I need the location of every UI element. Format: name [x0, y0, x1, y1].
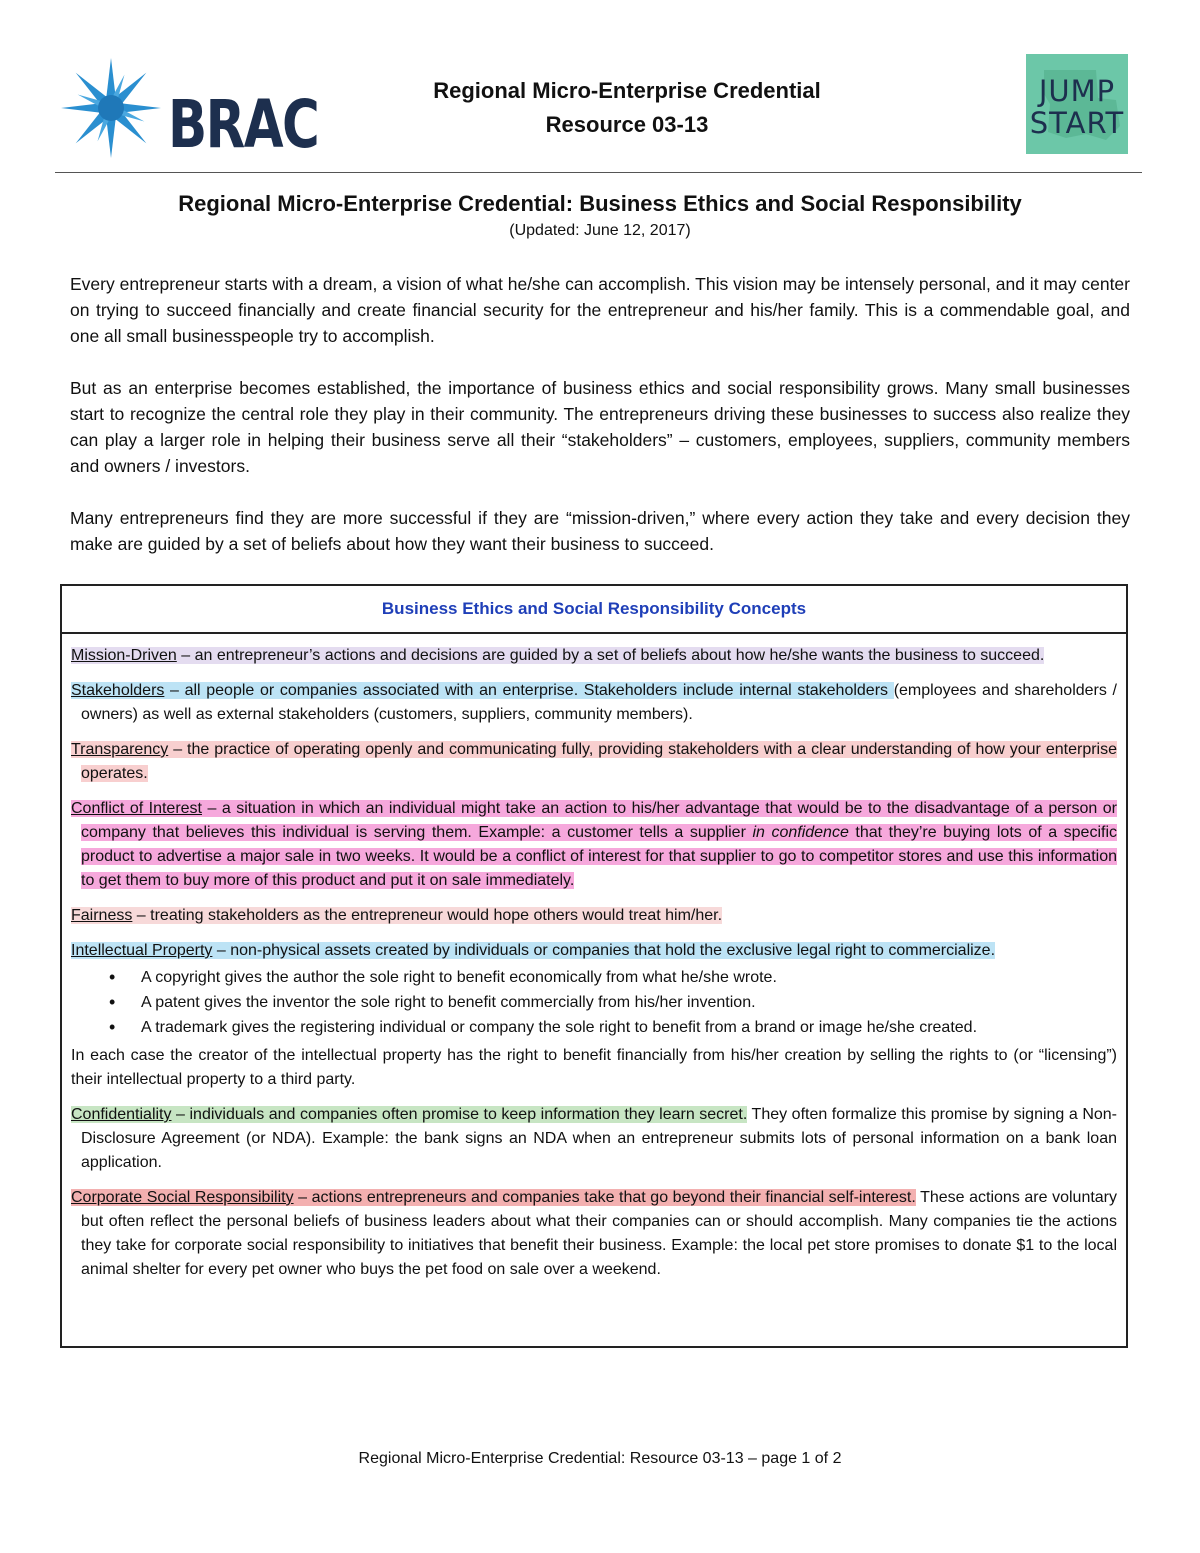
- concept-transparency: [71, 738, 1117, 786]
- concept-mission-driven: [71, 644, 1117, 668]
- concept-detail: (employees and shareholders / owners) as well as external stakeholders (customers, suppliers, community members).: [81, 682, 1117, 723]
- header-divider: [55, 172, 1142, 173]
- concept-definition: – treating stakeholders as the entrepreneur would hope others would treat him/her.: [132, 907, 723, 924]
- header-title-line1: Regional Micro-Enterprise Credential: [433, 78, 821, 103]
- concept-term: Intellectual Property: [71, 942, 213, 959]
- jumpstart-logo: [1026, 54, 1128, 154]
- highlight: [71, 647, 1044, 664]
- list-item: • A trademark gives the registering individual or company the sole right to benefit from a brand or image he/she created.: [71, 1015, 1117, 1040]
- concept-term: Mission-Driven: [71, 647, 177, 664]
- highlight: [71, 1189, 916, 1206]
- concept-emphasis: in confidence: [752, 824, 849, 841]
- concepts-body: [62, 634, 1126, 1282]
- concept-term: Confidentiality: [71, 1106, 172, 1123]
- concept-term: Conflict of Interest: [71, 800, 202, 817]
- concept-term: Transparency: [71, 741, 169, 758]
- concept-definition: – a situation in which an individual might take an action to his/her advantage that would be to the disadvantage of a person or company that believes this individual is serving them. Example: a customer tells a supplier: [81, 800, 1117, 841]
- concepts-box: [60, 584, 1128, 1348]
- highlight: [71, 1106, 747, 1123]
- concepts-header: Business Ethics and Social Responsibility Concepts: [62, 586, 1126, 634]
- concept-definition: – non-physical assets created by individuals or companies that hold the exclusive legal right to commercialize.: [212, 942, 996, 959]
- highlight: [71, 800, 1117, 889]
- concept-term: Corporate Social Responsibility: [71, 1189, 294, 1206]
- highlight: [71, 741, 1117, 782]
- concept-definition: – individuals and companies often promise to keep information they learn secret.: [171, 1106, 748, 1123]
- concept-detail: These actions are voluntary but often reflect the personal beliefs of business leaders about what their companies can or should accomplish. Many companies tie the actions they take for corporate social responsibility to initiatives that benefit their business. Example: the local pet store promises to donate $1 to the local animal shelter for every pet owner who buys the pet food on sale over a weekend.: [81, 1189, 1118, 1278]
- concept-fairness: [71, 904, 1117, 928]
- highlight: [71, 907, 722, 924]
- concept-stakeholders: [71, 679, 1117, 727]
- intro-paragraph: Every entrepreneur starts with a dream, a vision of what he/she can accomplish. This vision may be intensely personal, and it may center on trying to succeed financially and create financial security for the entrepreneur and his/her family. This is a commendable goal, and one all small businesspeople try to accomplish.: [70, 274, 1130, 346]
- concept-conflict-of-interest: [71, 797, 1117, 893]
- header-title-line2: Resource 03-13: [545, 112, 709, 137]
- intro-text: [70, 271, 1130, 583]
- intro-paragraph: But as an enterprise becomes established, the importance of business ethics and social responsibility grows. Many small businesses start to recognize the central role they play in their community. The entrepreneurs driving these businesses to success also realize they can play a larger role in helping their business serve all their “stakeholders” – customers, employees, suppliers, community members and owners / investors.: [70, 378, 1130, 476]
- document-title: Regional Micro-Enterprise Credential: Business Ethics and Social Responsibility: [178, 191, 1022, 216]
- list-item: • A patent gives the inventor the sole right to benefit commercially from his/her invention.: [71, 990, 1117, 1015]
- concept-definition: – all people or companies associated with an enterprise. Stakeholders include internal stakeholders: [164, 682, 894, 699]
- concept-intellectual-property: [71, 939, 1117, 963]
- updated-date: (Updated: June 12, 2017): [509, 222, 691, 239]
- page-footer: Regional Micro-Enterprise Credential: Resource 03-13 – page 1 of 2: [358, 1450, 842, 1467]
- intro-paragraph: Many entrepreneurs find they are more successful if they are “mission-driven,” where every action they take and every decision they make are guided by a set of beliefs about how they want their business to succeed.: [70, 508, 1130, 554]
- concept-term: Stakeholders: [71, 682, 165, 699]
- ip-bullet-list: [71, 965, 1117, 1040]
- concept-confidentiality: [71, 1103, 1117, 1175]
- jumpstart-line1: JUMP: [1038, 74, 1116, 108]
- concept-definition: – the practice of operating openly and communicating fully, providing stakeholders with a clear understanding of how your enterprise operates.: [81, 741, 1117, 782]
- concept-definition: – actions entrepreneurs and companies take that go beyond their financial self-interest.: [293, 1189, 916, 1206]
- jumpstart-line2: START: [1029, 106, 1125, 140]
- highlight: [71, 682, 894, 699]
- ip-note: In each case the creator of the intellectual property has the right to benefit financially from his/her creation by selling the rights to (or “licensing”) their intellectual property to a third party.: [71, 1047, 1117, 1088]
- header-title: [0, 74, 1200, 142]
- list-item: • A copyright gives the author the sole right to benefit economically from what he/she wrote.: [71, 965, 1117, 990]
- concept-corporate-social-responsibility: [71, 1186, 1117, 1282]
- concept-detail: They often formalize this promise by signing a Non-Disclosure Agreement (or NDA). Example: the bank signs an NDA when an entrepreneur submits lots of personal information on a bank loan application.: [81, 1106, 1118, 1171]
- highlight: [71, 942, 995, 959]
- concept-detail: that they’re buying lots of a specific product to advertise a major sale in two weeks. It would be a conflict of interest for that supplier to go to competitor stores and use this information to get them to buy more of this product and put it on sale immediately.: [81, 824, 1117, 889]
- concept-definition: – an entrepreneur’s actions and decisions are guided by a set of beliefs about how he/she wants the business to succeed.: [176, 647, 1045, 664]
- concept-term: Fairness: [71, 907, 133, 924]
- brac-wordmark: BRAC: [168, 86, 319, 163]
